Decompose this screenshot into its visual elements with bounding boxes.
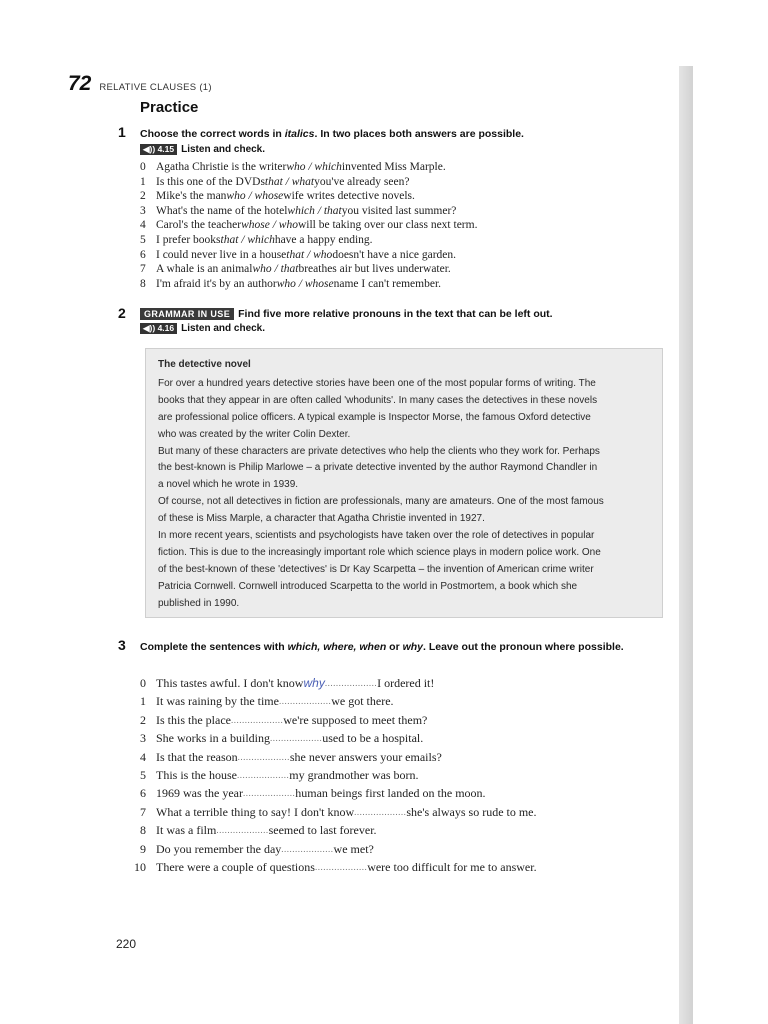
exercise-1-list bbox=[140, 160, 477, 291]
text-line: the best-known is Philip Marlowe – a private detective invented by the author Raymond Chandler in bbox=[158, 462, 598, 474]
list-item: 4 Carol's the teacher whose / who will be taking over our class next term. bbox=[140, 219, 478, 232]
answer-gap[interactable]: ................... bbox=[314, 861, 368, 872]
list-item: 5 I prefer books that / which have a happy ending. bbox=[140, 233, 373, 246]
example-answer: why bbox=[303, 676, 325, 690]
answer-gap[interactable]: ................... bbox=[354, 806, 407, 817]
text-line: of these is Miss Marple, a character that Agatha Christie invented in 1927. bbox=[158, 513, 485, 525]
list-item: 5 This is the house ................... my grandmother was born. bbox=[140, 766, 537, 784]
grammar-in-use-badge: GRAMMAR IN USE bbox=[140, 308, 234, 320]
exercise-1-number: 1 bbox=[118, 124, 126, 140]
list-item: 4 Is that the reason ................... she never answers your emails? bbox=[140, 748, 537, 766]
text-line: published in 1990. bbox=[158, 597, 240, 609]
answer-gap[interactable]: ................... bbox=[242, 788, 296, 799]
exercise-2-instruction: GRAMMAR IN USE Find five more relative pronouns in the text that can be left out. bbox=[140, 308, 553, 320]
list-item: 9 Do you remember the day ................... we met? bbox=[140, 840, 537, 858]
text-line: are professional police officers. A typical example is Inspector Morse, the famous Oxford detective bbox=[158, 411, 591, 423]
text-line: who was created by the writer Colin Dexter. bbox=[158, 428, 351, 440]
exercise-3-number: 3 bbox=[118, 637, 126, 653]
reading-title: The detective novel bbox=[158, 359, 251, 370]
list-item: 10 There were a couple of questions ................... were too difficult for me to answer. bbox=[140, 858, 537, 876]
answer-gap[interactable]: ................... bbox=[270, 733, 323, 744]
text-line: Patricia Cornwell. Cornwell introduced Scarpetta to the world in Postmortem, a book which she bbox=[158, 580, 578, 592]
answer-gap[interactable]: ................... bbox=[278, 696, 332, 707]
text-line: Of course, not all detectives in fiction are professionals, many are amateurs. One of the most famous bbox=[158, 496, 604, 508]
audio-icon[interactable]: ◀)) 4.16 bbox=[140, 323, 177, 334]
list-item: 7 A whale is an animal who / that breathes air but lives underwater. bbox=[140, 263, 451, 276]
text-line: In more recent years, scientists and psychologists have taken over the role of detectives in popular bbox=[158, 530, 595, 542]
section-title: Practice bbox=[140, 99, 199, 116]
unit-number: 72 bbox=[68, 72, 92, 95]
audio-icon[interactable]: ◀)) 4.15 bbox=[140, 144, 177, 155]
list-item: 7 What a terrible thing to say! I don't know ................... she's always so rude to me. bbox=[140, 803, 537, 821]
list-item: 0 This tastes awful. I don't know why ................... I ordered it! bbox=[140, 674, 537, 692]
answer-gap[interactable]: ................... bbox=[237, 769, 290, 780]
list-item: 3 What's the name of the hotel which / that you visited last summer? bbox=[140, 204, 457, 217]
list-item: 0 Agatha Christie is the writer who / which invented Miss Marple. bbox=[140, 161, 446, 173]
answer-gap[interactable]: ................... bbox=[237, 751, 290, 762]
list-item: 8 I'm afraid it's by an author who / whose name I can't remember. bbox=[140, 277, 442, 290]
exercise-2-audio[interactable]: ◀)) 4.16 Listen and check. bbox=[140, 323, 265, 334]
text-line: But many of these characters are private detectives who help the clients who they work for. Perhaps bbox=[158, 445, 600, 457]
exercise-2-number: 2 bbox=[118, 305, 126, 321]
list-item: 1 Is this one of the DVDs that / what you've already seen? bbox=[140, 175, 410, 188]
list-item: 6 I could never live in a house that / who doesn't have a nice garden. bbox=[140, 248, 457, 261]
exercise-3-instruction: Complete the sentences with which, where, when or why. Leave out the pronoun where possible. bbox=[140, 641, 624, 653]
text-line: books that they appear in are often called 'whodunits'. In many cases the detectives in these novels bbox=[158, 394, 598, 406]
list-item: 2 Is this the place ................... we're supposed to meet them? bbox=[140, 711, 537, 729]
list-item: 3 She works in a building ................... used to be a hospital. bbox=[140, 729, 537, 747]
unit-title: RELATIVE CLAUSES (1) bbox=[99, 82, 212, 93]
unit-header bbox=[68, 72, 212, 96]
list-item: 8 It was a film ................... seemed to last forever. bbox=[140, 821, 537, 839]
answer-gap[interactable]: ................... bbox=[281, 843, 334, 854]
list-item: 6 1969 was the year ................... human beings first landed on the moon. bbox=[140, 784, 537, 802]
exercise-1-instruction: Choose the correct words in italics. In two places both answers are possible. bbox=[140, 128, 524, 140]
page-number: 220 bbox=[116, 937, 137, 951]
list-item: 2 Mike's the man who / whose wife writes detective novels. bbox=[140, 190, 415, 203]
text-line: For over a hundred years detective stories have been one of the most popular forms of writing. The bbox=[158, 378, 596, 389]
page-edge-shadow bbox=[679, 66, 693, 1024]
list-item: 1 It was raining by the time ................... we got there. bbox=[140, 692, 537, 710]
reading-text-box bbox=[145, 348, 663, 618]
text-line: a novel which he wrote in 1939. bbox=[158, 479, 299, 491]
text-line: fiction. This is due to the increasingly important role which science plays in modern police work. One bbox=[158, 546, 601, 558]
answer-gap[interactable]: ................... bbox=[230, 714, 284, 725]
exercise-3-list bbox=[134, 674, 537, 876]
exercise-1-audio[interactable]: ◀)) 4.15 Listen and check. bbox=[140, 144, 265, 155]
text-line: of the best-known of these 'detectives' is Dr Kay Scarpetta – the invention of American crime writer bbox=[158, 563, 594, 575]
answer-gap[interactable]: ................... bbox=[216, 825, 269, 836]
